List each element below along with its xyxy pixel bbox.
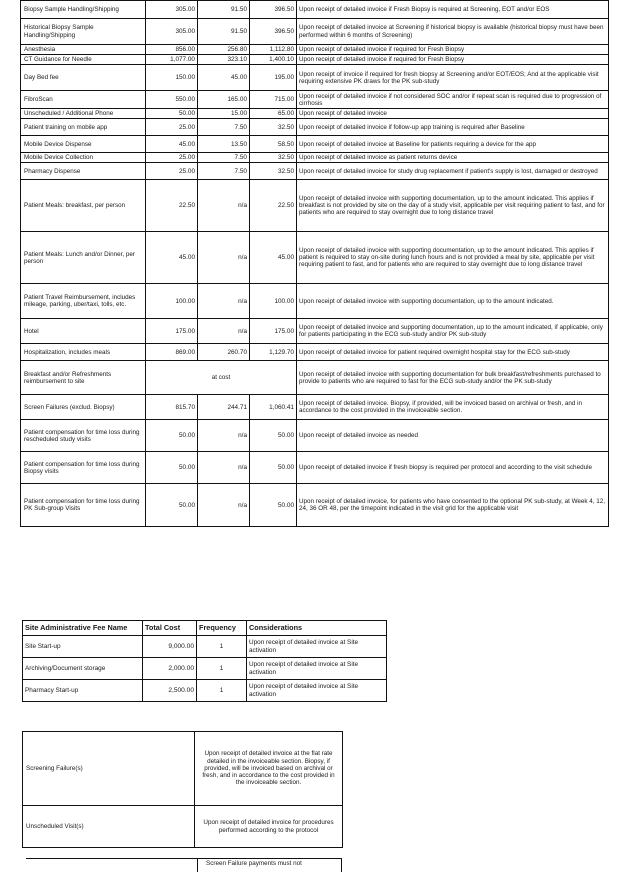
- fee-overhead: 7.50: [198, 119, 250, 136]
- fee-row: [21, 55, 609, 65]
- fee-considerations: Upon receipt of detailed invoice with supporting documentation for bulk breakfast/refreshments purchased to provide to patients who are required to fast for the ECG sub-study and/or the PK sub-study: [297, 361, 609, 395]
- fee-row: [21, 361, 609, 395]
- fee-considerations: Upon receipt of detailed invoice if required for Fresh Biopsy: [297, 45, 609, 55]
- fee-total: 45.00: [250, 232, 297, 284]
- admin-frequency: 1: [197, 680, 247, 702]
- fee-item-name: Patient Meals: breakfast, per person: [21, 180, 146, 232]
- table-right-border: [341, 858, 342, 872]
- fee-cost: 25.00: [146, 163, 198, 180]
- fee-overhead: 45.00: [198, 65, 250, 91]
- fee-overhead: n/a: [198, 232, 250, 284]
- truncated-table-row: [26, 858, 342, 878]
- admin-header-considerations: Considerations: [247, 621, 387, 636]
- fee-total: 1,400.10: [250, 55, 297, 65]
- fee-total: 1,129.70: [250, 344, 297, 361]
- admin-considerations: Upon receipt of detailed invoice at Site activation: [247, 636, 387, 658]
- fee-cost: 50.00: [146, 420, 198, 452]
- fee-row: [21, 1, 609, 19]
- fee-considerations: Upon receipt of invoice if required for fresh biopsy at Screening and/or EOT/EOS; And at the applicable visit requiring extensive PK draws for the PK sub-study: [297, 65, 609, 91]
- fee-cost: 150.00: [146, 65, 198, 91]
- fee-row: [21, 119, 609, 136]
- fee-total: 715.00: [250, 91, 297, 109]
- fee-total: 396.50: [250, 19, 297, 45]
- fee-row: [21, 395, 609, 420]
- policy-label: Unscheduled Visit(s): [23, 806, 195, 848]
- fee-considerations: Upon receipt of detailed invoice if follow-up app training is required after Baseline: [297, 119, 609, 136]
- screening-unscheduled-table: [22, 731, 343, 848]
- fee-item-name: Anesthesia: [21, 45, 146, 55]
- policy-description: Upon receipt of detailed invoice at the flat rate detailed in the invoiceable section. Biopsy, if provided, will be invoiced based on archival or fresh, and in accordance to the cost provided in the invoiceable section.: [195, 732, 343, 806]
- fee-overhead: 7.50: [198, 153, 250, 163]
- fee-considerations: Upon receipt of detailed invoice for study drug replacement if patient's supply is lost, damaged or destroyed: [297, 163, 609, 180]
- fee-cost: 50.00: [146, 452, 198, 484]
- fee-item-name: Hotel: [21, 319, 146, 344]
- fee-total: 195.00: [250, 65, 297, 91]
- fee-considerations: Upon receipt of detailed invoice if fresh biopsy is required per protocol and according to the visit schedule: [297, 452, 609, 484]
- fee-cost: 815.70: [146, 395, 198, 420]
- fee-amount-merged: at cost: [146, 361, 297, 395]
- policy-description: Upon receipt of detailed invoice for procedures performed according to the protocol: [195, 806, 343, 848]
- fee-overhead: 244.71: [198, 395, 250, 420]
- admin-fee-name: Archiving/Document storage: [23, 658, 143, 680]
- fee-row: [21, 19, 609, 45]
- fee-cost: 856.00: [146, 45, 198, 55]
- fee-considerations: Upon receipt of detailed invoice with supporting documentation, up to the amount indicated. This applies if patient is required to stay on-site during lunch hours and is not provided a meal by site, applicable per visit requiring patient to fast, and for patients who are required to stay overnight due to long distance travel: [297, 232, 609, 284]
- fee-cost: 869.00: [146, 344, 198, 361]
- fee-overhead: 7.50: [198, 163, 250, 180]
- fee-overhead: 91.50: [198, 19, 250, 45]
- fee-cost: 22.50: [146, 180, 198, 232]
- fee-row: [21, 65, 609, 91]
- fee-overhead: 15.00: [198, 109, 250, 119]
- fee-cost: 25.00: [146, 153, 198, 163]
- fee-overhead: 165.00: [198, 91, 250, 109]
- fee-item-name: Hospitalization, includes meals: [21, 344, 146, 361]
- fee-overhead: n/a: [198, 284, 250, 319]
- fee-total: 396.50: [250, 1, 297, 19]
- fee-item-name: FibroScan: [21, 91, 146, 109]
- fee-total: 175.00: [250, 319, 297, 344]
- fee-item-name: CT Guidance for Needle: [21, 55, 146, 65]
- admin-fee-name: Pharmacy Start-up: [23, 680, 143, 702]
- admin-header-row: [23, 621, 387, 636]
- fee-considerations: Upon receipt of detailed invoice at Baseline for patients requiring a device for the app: [297, 136, 609, 153]
- fee-total: 22.50: [250, 180, 297, 232]
- fee-row: [21, 163, 609, 180]
- fee-considerations: Upon receipt of detailed invoice at Screening if historical biopsy is available (historical biopsy must have been performed within 6 months of Screening): [297, 19, 609, 45]
- fee-row: [21, 319, 609, 344]
- admin-frequency: 1: [197, 636, 247, 658]
- fee-total: 32.50: [250, 153, 297, 163]
- fee-cost: 50.00: [146, 484, 198, 527]
- fee-cost: 45.00: [146, 232, 198, 284]
- fee-total: 65.00: [250, 109, 297, 119]
- admin-fee-name: Site Start-up: [23, 636, 143, 658]
- policy-row: [23, 806, 343, 848]
- fee-total: 100.00: [250, 284, 297, 319]
- fee-cost: 305.00: [146, 1, 198, 19]
- fee-item-name: Patient compensation for time loss during rescheduled study visits: [21, 420, 146, 452]
- admin-frequency: 1: [197, 658, 247, 680]
- fee-item-name: Screen Failures (exclud. Biopsy): [21, 395, 146, 420]
- fee-cost: 550.00: [146, 91, 198, 109]
- fee-row: [21, 153, 609, 163]
- fee-considerations: Upon receipt of detailed invoice with supporting documentation, up to the amount indicated.: [297, 284, 609, 319]
- admin-header-frequency: Frequency: [197, 621, 247, 636]
- admin-total-cost: 9,000.00: [143, 636, 197, 658]
- fee-item-name: Pharmacy Dispense: [21, 163, 146, 180]
- fee-overhead: n/a: [198, 452, 250, 484]
- fee-total: 50.00: [250, 420, 297, 452]
- fee-overhead: 260.70: [198, 344, 250, 361]
- fee-cost: 1,077.00: [146, 55, 198, 65]
- fee-total: 1,060.41: [250, 395, 297, 420]
- screening-unscheduled-body: [23, 732, 343, 848]
- fee-item-name: Unscheduled / Additional Phone: [21, 109, 146, 119]
- fee-table-body: [21, 1, 609, 527]
- admin-total-cost: 2,000.00: [143, 658, 197, 680]
- fee-cost: 50.00: [146, 109, 198, 119]
- policy-row: [23, 732, 343, 806]
- admin-row: [23, 658, 387, 680]
- fee-considerations: Upon receipt of detailed invoice if Fresh Biopsy is required at Screening, EOT and/or EOS: [297, 1, 609, 19]
- admin-row: [23, 680, 387, 702]
- fee-considerations: Upon receipt of detailed invoice as needed: [297, 420, 609, 452]
- fee-item-name: Mobile Device Collection: [21, 153, 146, 163]
- fee-row: [21, 284, 609, 319]
- fee-considerations: Upon receipt of detailed invoice: [297, 109, 609, 119]
- fee-row: [21, 109, 609, 119]
- admin-header-total: Total Cost: [143, 621, 197, 636]
- fee-total: 50.00: [250, 452, 297, 484]
- fee-total: 58.50: [250, 136, 297, 153]
- fee-row: [21, 232, 609, 284]
- fee-cost: 45.00: [146, 136, 198, 153]
- fee-item-name: Patient training on mobile app: [21, 119, 146, 136]
- admin-fee-table: [22, 620, 387, 702]
- admin-row: [23, 636, 387, 658]
- fee-considerations: Upon receipt of detailed invoice if required for Fresh Biopsy: [297, 55, 609, 65]
- fee-item-name: Patient compensation for time loss during PK Sub-group Visits: [21, 484, 146, 527]
- fee-considerations: Upon receipt of detailed invoice if not considered SOC and/or if repeat scan is required due to progression of cirrhosis: [297, 91, 609, 109]
- policy-label: Screening Failure(s): [23, 732, 195, 806]
- fee-overhead: 323.10: [198, 55, 250, 65]
- fee-total: 32.50: [250, 119, 297, 136]
- fee-table: [20, 0, 609, 527]
- fee-row: [21, 420, 609, 452]
- fee-row: [21, 452, 609, 484]
- admin-considerations: Upon receipt of detailed invoice at Site activation: [247, 680, 387, 702]
- fee-overhead: 13.50: [198, 136, 250, 153]
- fee-item-name: Patient Meals: Lunch and/or Dinner, per person: [21, 232, 146, 284]
- fee-item-name: Biopsy Sample Handling/Shipping: [21, 1, 146, 19]
- admin-header-name: Site Administrative Fee Name: [23, 621, 143, 636]
- fee-considerations: Upon receipt of detailed invoice with supporting documentation, up to the amount indicated. This applies if breakfast is not provided by site on the day of a study visit, applicable per visit requiring patient to fast, and for patients who are required to stay overnight due to long distance travel: [297, 180, 609, 232]
- admin-considerations: Upon receipt of detailed invoice at Site activation: [247, 658, 387, 680]
- fee-cost: 25.00: [146, 119, 198, 136]
- admin-table-body: [23, 636, 387, 702]
- fee-row: [21, 484, 609, 527]
- table-cell-divider: [197, 858, 198, 872]
- fee-total: 1,112.80: [250, 45, 297, 55]
- fee-item-name: Historical Biopsy Sample Handling/Shipping: [21, 19, 146, 45]
- fee-total: 50.00: [250, 484, 297, 527]
- fee-row: [21, 91, 609, 109]
- fee-considerations: Upon receipt of detailed invoice for patient required overnight hospital stay for the ECG sub-study: [297, 344, 609, 361]
- fee-row: [21, 136, 609, 153]
- fee-considerations: Upon receipt of detailed invoice. Biopsy, if provided, will be invoiced based on archival or fresh, and in accordance to the cost provided in the invoiceable section.: [297, 395, 609, 420]
- fee-considerations: Upon receipt of detailed invoice and supporting documentation, up to the amount indicated, if applicable, only for patients participating in the ECG sub-study and/or PK sub-study: [297, 319, 609, 344]
- fee-cost: 305.00: [146, 19, 198, 45]
- fee-row: [21, 180, 609, 232]
- fee-overhead: n/a: [198, 484, 250, 527]
- fee-item-name: Mobile Device Dispense: [21, 136, 146, 153]
- fee-cost: 175.00: [146, 319, 198, 344]
- fee-item-name: Day Bed fee: [21, 65, 146, 91]
- fee-item-name: Breakfast and/or Refreshments reimbursement to site: [21, 361, 146, 395]
- table-top-border: [26, 858, 342, 859]
- fee-cost: 100.00: [146, 284, 198, 319]
- fee-row: [21, 45, 609, 55]
- fee-considerations: Upon receipt of detailed invoice, for patients who have consented to the optional PK sub-study, at Week 4, 12, 24, 36 OR 48, per the timepoint indicated in the visit grid for the applicable visit: [297, 484, 609, 527]
- fee-considerations: Upon receipt of detailed invoice as patient returns device: [297, 153, 609, 163]
- fee-total: 32.50: [250, 163, 297, 180]
- fee-item-name: Patient Travel Reimbursement, includes mileage, parking, uber/taxi, tolls, etc.: [21, 284, 146, 319]
- fee-overhead: n/a: [198, 319, 250, 344]
- fee-overhead: n/a: [198, 420, 250, 452]
- admin-total-cost: 2,500.00: [143, 680, 197, 702]
- truncated-cell-text: Screen Failure payments must not: [206, 860, 302, 867]
- fee-item-name: Patient compensation for time loss during Biopsy visits: [21, 452, 146, 484]
- fee-overhead: n/a: [198, 180, 250, 232]
- fee-overhead: 256.80: [198, 45, 250, 55]
- fee-row: [21, 344, 609, 361]
- fee-overhead: 91.50: [198, 1, 250, 19]
